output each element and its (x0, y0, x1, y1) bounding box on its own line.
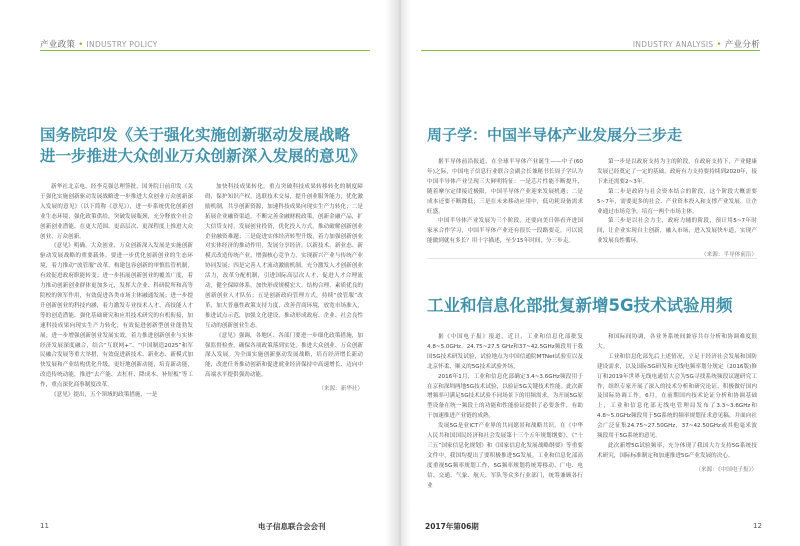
page-number: 12 (753, 522, 762, 530)
page-number: 11 (40, 522, 49, 530)
left-page (0, 0, 399, 546)
article-title: 工业和信息化部批复新增5G技术试验用频 (427, 296, 733, 315)
article-column-1 (40, 183, 193, 513)
right-page (401, 0, 800, 546)
journal-issue: 2017年第06期 (425, 522, 479, 531)
header-rule (421, 50, 760, 51)
article-column-1 (427, 158, 583, 245)
paragraph: 第二步是政府与社会资本结合的阶段，这个阶段大概需要5~7年，需要更多的社会、产业资本投入和支撑产业发展，让企业通过市场竞争，培育一两个市场主体。 (597, 188, 757, 215)
section-title-en: INDUSTRY ANALYSIS (632, 40, 714, 49)
paragraph: 《意见》强调，各地区、各部门要进一步细化政策措施，加强监督检查，确保各项政策落到实处，推进大众创业、万众创新深入发展。为全面实施创新驱动发展战略，培育经济增长新动能，改进任务推动创新和促进就业经济保持中高速增长、迈向中高端水平提供强劲动能。 (205, 332, 363, 379)
paragraph: 加快科技成果转化。重点突破科技成果转移转化的制度障碍，保护知识产权，选联技术交易，提升创业服务能力，优化激励机制，共享创新资源，加速科技成果向现实生产力转化；二是拓展企业融资渠道，不断完善金融财税政策，创新金融产品，扩大信贷支持，发展创业投资，优化投入方式，推动破解创新创业企业融资难题；三是促进实体经济转型升级，着力加强创新创业对实体经济的推动作用，发展分享经济，以新技术、新业态、新模式改造传统产业，增强核心竞争力，实现新兴产业与传统产业协同发展；四是完善人才流动激励机制，充分激发人才创新创业活力，改革分配机制，引进国际高层次人才，促进人才合理流动，健全保障体系，加快形成规模宏大、结构合理、素质优良的创新创业人才队伍；五是创新政府管理方式，持续“放管服”改革，加大普惠性政策支持力度，改善营商环境，放宽市场准入，推进试点示范，加强文化建设，推动形成政府、企业、社会良性互动的创新创业生态。 (205, 184, 363, 329)
section-header (633, 38, 760, 50)
article-title: 周子学：中国半导体产业发展分三步走 (427, 126, 683, 144)
article-column-2 (597, 333, 757, 513)
section-title-en: INDUSTRY POLICY (86, 40, 158, 49)
article-title (40, 125, 366, 167)
article-title-line-1: 国务院印发《关于强化实施创新驱动发展战略 (40, 126, 351, 144)
paragraph: 和国际间协调，各业务系统间兼容共存分析和协调难度很大。 (597, 334, 757, 350)
article-source: （来源：《中国电子报》） (695, 466, 757, 473)
paragraph: 《意见》明确，大众创业、万众创新深入发展是实施创新驱动发展战略的重要载体。要进一步优化创新创业的生态环境，着力推动“放管服”改革，构建包容创新的审慎监管机制，有效促进政府职能转变；进一步拓展创新创业的覆盖广度，着力推动创新创业群体更加多元，发挥大企业、科研院所和高等院校的领军作用，有效促进各类市场主体融通发展；进一步提升创新创业的科技内涵，着力激发专业技术人才、高技能人才等的创造潜能，强化基础研究和应用技术研究的有机衔接，加速科技成果向现实生产力转化，有效促进创新型创业蓬勃发展；进一步增强创新创业发展实效，着力推进创新创业与实体经济发展深度融合，结合“互联网+”、“中国制造2025”和军民融合发展等重大举措，有效促进新技术、新业态、新模式加快发展和产业结构优化升级，更好地创新动能，培育新动能，改造传统动能，推进“去产能、去杠杆、降成本、补短板”等工作，重点深化商事制度改革。 (40, 243, 193, 389)
article-divider (427, 258, 757, 259)
article-title-line-2: 进一步推进大众创业万众创新深入发展的意见》 (40, 147, 366, 165)
article-column-2 (205, 183, 363, 513)
paragraph: 工业和信息化部先后上述情况，立足于经济社会发展和国防建设需求，以及国际5G研发和无线电频率划分规定（2016版)修订和2019年世界无线电通信大会为5G寻找系统频段议题研究工作，组织专家开展了深入的技术分析和研究论证，积极做好国内及国际协调工作。6月，在前期国内技术论证分析和协调基础上，工业和信息化部无线电管理局发布了3.3~3.6GHz和4.8~5.0GHz频段用于5G系统的频率规划征求意见稿。并面向社会广泛征集24.75~27.50GHz，37~42.50GHz或其他毫米波频段用于5G系统的意见。 (597, 353, 757, 440)
section-title-cn: 产业政策 (40, 40, 76, 50)
paragraph: 第一步是以政府支持为主的阶段，在政府支持下，产业健康发展已经奠定了一定的基础，政府有力支持要持续到2020年，接下来还需要2~3年。 (597, 159, 757, 185)
section-header (40, 38, 158, 50)
paragraph: 《意见》提出，五个领域的政策措施，一是 (51, 392, 158, 399)
article-source: （来源：半导体前沿） (701, 252, 757, 259)
section-separator: • (78, 40, 84, 50)
paragraph: 据《中国电子报》报道，近日，工业和信息化部批复4.8~5.0GHz、24.75~27.5 GHz和37~42.5GHz频段用于我国5G技术研发试验，试验地点为中国信通院MTNet试验室以及北京怀柔、顺义的5G技术试验外场。 (427, 334, 583, 370)
paragraph: 中国半导体产业发展为三个阶段，还要向美日韩看齐进国家承合作学习，中国半导体产业还有很长一段路要走，可以说能做到就有多长？用十字描述，至少15年时间，分三步走。 (427, 218, 583, 245)
header-rule (40, 50, 370, 51)
paragraph: 新华社北京电，经李克强总理签批，国务院日前印发《关于强化实施创新驱动发展战略进一步推进大众创业万众创新深入发展的意见》（以下简称《意见》），进一步系统优化创新创业生态环境，强化政策供给，突破发展瓶颈，充分释放全社会创新创业潜能，在更大范围、更高层次、更深程度上推进大众创业、万众创新。 (40, 184, 193, 240)
paragraph: 据半导体前沿报道，在全球半导体产业诞生——中子(60年)之际，中国电子信息行业联合会副会长兼秘书长周子学认为中国半导体产业呈现三大鲜明特征：一是芯片性能不断提升，随着摩尔定律接近极限，中国半导体产业迎来发展机遇；二是成本还要不断降低；三是在未来移动应用中，低功耗设备需求旺盛。 (427, 159, 583, 215)
article-source: （来源：新华社） (318, 386, 363, 393)
paragraph: 第三步是以社会力主，政府力辅的阶段，预计用5~7年时间，让企业实现自主创新，融入市场，进入发展快车道，实现产业发展良性循环。 (597, 218, 757, 245)
article-column-1 (427, 333, 583, 513)
section-title-cn: 产业分析 (724, 40, 760, 50)
journal-name: 电子信息联合会会刊 (258, 522, 326, 531)
paragraph: 2016年1月，工业和信息化部确定3.4~3.6GHz频段用于在京和深圳两地5G技术试验，以验证5G关键技术性能。此次新增频率可满足5G技术试验不同场景下的用频需求，为开展5G原型设备在统一频段上的功能和性能验证提供了必要条件，有助于加速推进产业链的成熟。 (427, 373, 583, 420)
paragraph: 此次新增5G试验频率，充分体现了我国大力支持5G系统技术研究，国际标准制定和加速推进5G产业发展的决心。 (597, 442, 757, 459)
article-column-2 (597, 158, 757, 259)
section-separator: • (716, 40, 722, 50)
paragraph: 发展5G是业ICT产业界的共同愿景和战略共识，在《中华人民共和国国民经济和社会发展第十三个五年规划纲要》、《“十三五”国家信息化规划》和《国家信息化发展战略纲要》等重要文件中，我国均提出了要积极推进5G发展。工业和信息化部高度重视5G频率规划工作，5G频率规划将统筹移动、广电、电信、交通、气象、航天、军队等众多行业部门，统筹兼顾各行业 (427, 423, 583, 489)
